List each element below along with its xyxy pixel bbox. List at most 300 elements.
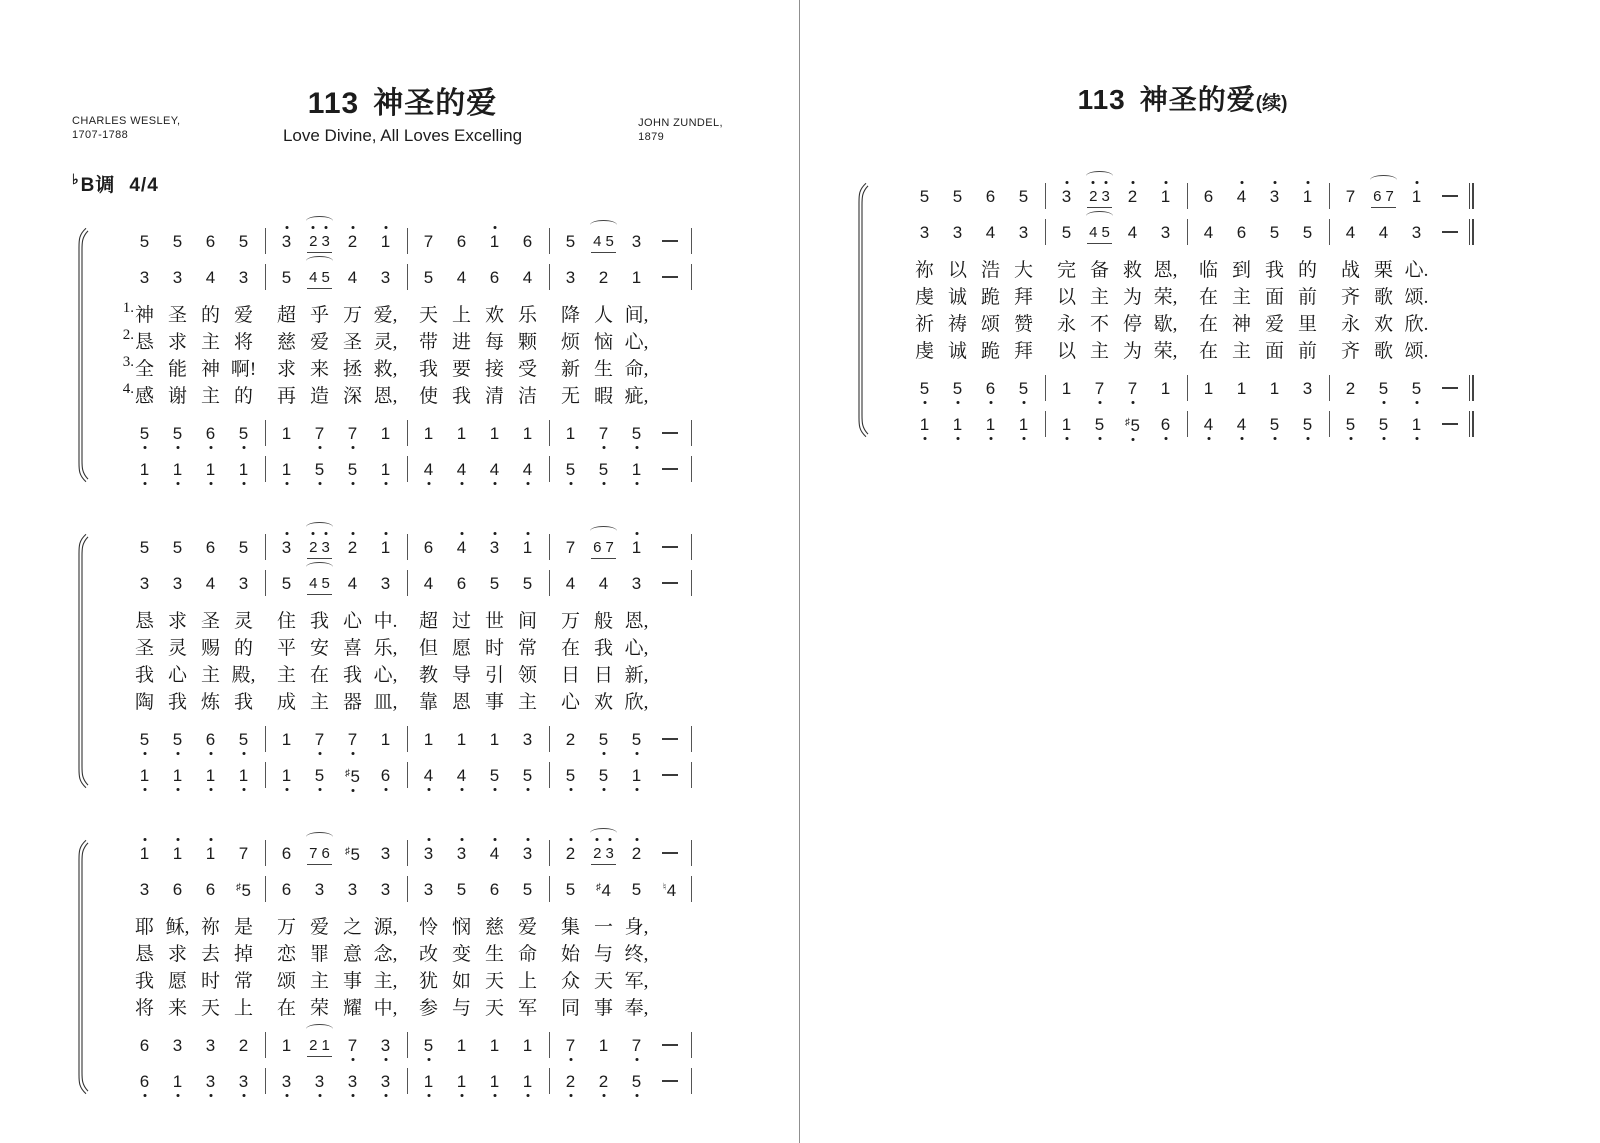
lyric-cell	[303, 606, 336, 633]
octave-dot-down	[384, 482, 387, 485]
note: 1	[1412, 188, 1421, 205]
note-cell	[478, 1073, 511, 1090]
lyric-cell	[1258, 282, 1291, 309]
lyric-syllable: 主	[276, 665, 296, 686]
octave-dot-down	[569, 788, 572, 791]
rest-cell	[653, 852, 686, 854]
lyric-cell	[974, 309, 1007, 336]
lyric-syllable: 与	[451, 998, 471, 1019]
note: 2	[593, 845, 601, 862]
lyric-syllable: 命	[517, 944, 537, 965]
note: 3	[424, 845, 433, 862]
note-cell	[194, 233, 227, 250]
note-cell	[303, 845, 336, 862]
note-cell	[412, 233, 445, 250]
note: 1	[173, 767, 182, 784]
note: 1	[140, 845, 149, 862]
music-system	[70, 835, 735, 1099]
lyric-cell	[122, 327, 161, 354]
note: 3	[381, 1037, 390, 1054]
note: 6	[206, 731, 215, 748]
note: 4	[1237, 188, 1246, 205]
lyric-cell	[941, 336, 974, 363]
lyric-syllable: 里	[1297, 314, 1317, 335]
note: 5	[1095, 416, 1104, 433]
note: 3	[238, 267, 249, 287]
note-cell	[1149, 224, 1182, 241]
note-pair	[591, 233, 616, 250]
lyric-syllable: 军	[517, 998, 537, 1019]
barline	[549, 726, 550, 752]
lyric-cell	[412, 939, 445, 966]
note-cell	[1116, 380, 1149, 397]
note-cell	[369, 425, 402, 442]
note: 5	[315, 767, 324, 784]
octave-dot-down	[1415, 437, 1418, 440]
lyric-cell	[554, 966, 587, 993]
lyric-cell	[620, 300, 653, 327]
barline-cell	[260, 726, 270, 752]
lyric-line	[128, 939, 735, 966]
note-cell	[412, 1037, 445, 1054]
barline-cell	[544, 228, 554, 254]
note-cell	[511, 425, 544, 442]
note: 1	[381, 461, 390, 478]
barline-cell	[402, 456, 412, 482]
note-cell	[587, 731, 620, 748]
lyric-cell	[620, 381, 653, 408]
octave-dot-up	[608, 838, 611, 841]
note-cell	[620, 731, 653, 748]
lyric-syllable: 乐,	[373, 638, 398, 659]
final-barline	[1469, 183, 1474, 209]
lyric-cell	[369, 633, 402, 660]
note: 2	[1089, 188, 1097, 205]
lyric-cell	[412, 381, 445, 408]
note: 7	[238, 843, 249, 863]
note-cell	[1291, 188, 1324, 205]
barline-cell	[402, 762, 412, 788]
note-cell	[445, 731, 478, 748]
lyric-cell	[1225, 255, 1258, 282]
flat-icon: ♭	[72, 170, 80, 187]
lyric-syllable: 诚	[947, 341, 967, 362]
note-cell	[227, 731, 260, 748]
note-cell	[128, 461, 161, 478]
lyric-syllable: 教	[418, 665, 438, 686]
lyric-syllable: 世	[484, 611, 504, 632]
note-cell	[1258, 416, 1291, 433]
note: 3	[523, 845, 532, 862]
note-cell	[1291, 224, 1324, 241]
note: 3	[919, 222, 930, 242]
note-cell	[369, 881, 402, 898]
lyric-cell	[587, 354, 620, 381]
note-cell	[1225, 224, 1258, 241]
octave-dot-down	[242, 482, 245, 485]
barline	[407, 840, 408, 866]
note: 7	[632, 1037, 641, 1054]
hymn-title-text: 神圣的爱	[373, 87, 498, 120]
lyric-cell	[587, 993, 620, 1020]
note-cell	[194, 845, 227, 862]
octave-dot-down	[209, 482, 212, 485]
lyric-cell	[620, 327, 653, 354]
note-cell	[303, 539, 336, 556]
lyric-syllable: 浩	[980, 260, 1000, 281]
note-cell	[369, 731, 402, 748]
note-cell	[1291, 416, 1324, 433]
note: ♯4	[596, 881, 611, 900]
lyric-cell	[554, 354, 587, 381]
note-cell	[1334, 224, 1367, 241]
lyric-syllable: 求	[276, 359, 296, 380]
note: 3	[952, 222, 963, 242]
barline	[1329, 411, 1330, 437]
note: 1	[632, 539, 641, 556]
octave-dot-up	[351, 226, 354, 229]
lyric-syllable: 歌	[1373, 341, 1393, 362]
lyric-syllable: 心,	[624, 332, 649, 353]
dash-rest	[1442, 423, 1458, 425]
note: 5	[565, 879, 576, 899]
lyric-cell	[1083, 309, 1116, 336]
note: 1	[456, 729, 467, 749]
lyric-syllable: 日	[593, 665, 613, 686]
note: 4	[1378, 222, 1389, 242]
lyric-cell	[1367, 282, 1400, 309]
lyric-cell	[270, 912, 303, 939]
lyric-syllable: 生	[484, 944, 504, 965]
lyric-cell	[1291, 282, 1324, 309]
note-cell	[511, 233, 544, 250]
lyric-cell	[1367, 255, 1400, 282]
lyric-cell	[336, 966, 369, 993]
note-cell	[1083, 380, 1116, 397]
lyric-syllable: 意	[342, 944, 362, 965]
lyric-cell	[128, 606, 161, 633]
lyric-cell	[1083, 255, 1116, 282]
note: 3	[315, 1073, 324, 1090]
lyric-syllable: 上	[451, 305, 471, 326]
note-cell	[587, 845, 620, 862]
lyric-cell	[1192, 309, 1225, 336]
note-cell	[554, 1037, 587, 1054]
note-cell	[554, 461, 587, 478]
music-line-bass	[128, 757, 735, 793]
lyric-cell	[1116, 255, 1149, 282]
lyric-syllable: 诚	[947, 287, 967, 308]
octave-dot-down	[602, 482, 605, 485]
lyric-syllable: 跪	[980, 341, 1000, 362]
lyric-cell	[369, 993, 402, 1020]
note: 6	[522, 231, 533, 251]
lyric-syllable: 引	[484, 665, 504, 686]
note-cell	[554, 233, 587, 250]
lyric-cell	[412, 354, 445, 381]
lyric-cell	[412, 606, 445, 633]
note-cell	[620, 233, 653, 250]
lyric-cell	[908, 255, 941, 282]
octave-dot-up	[324, 532, 327, 535]
note: 3	[282, 233, 291, 250]
note: 5	[1269, 222, 1280, 242]
lyric-syllable: 超	[418, 611, 438, 632]
lyric-cell	[478, 687, 511, 714]
eighth-beam	[307, 252, 332, 253]
note-cell	[445, 881, 478, 898]
lyric-line	[128, 606, 735, 633]
lyric-cell	[554, 381, 587, 408]
note: 5	[1101, 223, 1110, 241]
note: 4	[457, 461, 466, 478]
eighth-beam	[307, 288, 332, 289]
octave-dot-down	[1207, 437, 1210, 440]
lyric-syllable: 心.	[1404, 260, 1429, 281]
note-cell	[1083, 224, 1116, 241]
lyric-cell	[1050, 255, 1083, 282]
octave-dot-up	[427, 838, 430, 841]
lyric-cell	[908, 309, 941, 336]
octave-dot-up	[1164, 181, 1167, 184]
lyric-cell	[1367, 336, 1400, 363]
lyric-cell	[1400, 336, 1433, 363]
lyric-cell	[369, 606, 402, 633]
note-cell	[194, 881, 227, 898]
octave-dot-down	[989, 437, 992, 440]
lyric-syllable: 身,	[624, 917, 649, 938]
lyric-syllable: 齐	[1340, 287, 1360, 308]
note-cell	[511, 767, 544, 784]
barline-cell	[544, 264, 554, 290]
lyric-syllable: 爱	[1264, 314, 1284, 335]
barline	[691, 228, 692, 254]
lyric-cell	[1334, 336, 1367, 363]
lyric-line	[128, 993, 735, 1020]
barline	[265, 570, 266, 596]
note: 6	[139, 1035, 150, 1055]
note-pair	[307, 1037, 332, 1054]
lyric-cell	[587, 633, 620, 660]
note-cell	[445, 575, 478, 592]
barline	[1329, 375, 1330, 401]
lyric-syllable: 不	[1089, 314, 1109, 335]
lyric-cell	[412, 660, 445, 687]
slur-icon	[1086, 171, 1113, 181]
lyric-cell	[908, 336, 941, 363]
note: 1	[489, 729, 500, 749]
note-cell	[445, 767, 478, 784]
note-cell	[336, 881, 369, 898]
lyric-cell	[1192, 255, 1225, 282]
barline-cell	[260, 420, 270, 446]
lyric-cell	[511, 633, 544, 660]
music-line-alto	[908, 214, 1515, 250]
eighth-beam	[307, 1056, 332, 1057]
barline	[691, 1068, 692, 1094]
note: 1	[953, 416, 962, 433]
octave-dot-up	[460, 532, 463, 535]
note: 4	[205, 267, 216, 287]
lyric-syllable: 超	[276, 305, 296, 326]
note: 5	[522, 879, 533, 899]
system-bracket-icon	[74, 227, 89, 483]
lyric-cell	[1400, 309, 1433, 336]
note: 1	[632, 767, 641, 784]
lyric-syllable: 我	[134, 665, 154, 686]
note-cell	[303, 425, 336, 442]
music-line-tenor	[128, 415, 735, 451]
lyric-syllable: 耶	[134, 917, 154, 938]
note: ♯5	[1125, 414, 1140, 434]
lyric-cell	[270, 633, 303, 660]
note-pair	[1087, 188, 1112, 205]
octave-dot-down	[242, 788, 245, 791]
lyric-cell	[445, 633, 478, 660]
lyric-cell	[1291, 309, 1324, 336]
note-cell	[908, 416, 941, 433]
lyric-cell	[369, 966, 402, 993]
lyric-syllable: 每	[484, 332, 504, 353]
lyric-syllable: 拯	[342, 359, 362, 380]
continued-label: (续)	[1255, 93, 1288, 114]
note-cell	[303, 461, 336, 478]
note-cell	[974, 380, 1007, 397]
note: 7	[599, 425, 608, 442]
note: 5	[239, 731, 248, 748]
lyric-syllable: 怜	[418, 917, 438, 938]
sharp-icon: ♯	[596, 882, 602, 893]
octave-dot-down	[923, 437, 926, 440]
verse-number: 3.	[122, 354, 134, 370]
lyric-cell	[1334, 282, 1367, 309]
note-cell	[511, 845, 544, 862]
note-cell	[194, 425, 227, 442]
lyric-syllable: 天	[593, 971, 613, 992]
barline	[1329, 219, 1330, 245]
dash-rest	[662, 774, 678, 776]
note-cell	[194, 1073, 227, 1090]
note-cell	[1149, 416, 1182, 433]
barline-cell	[260, 840, 270, 866]
note: 1	[522, 1035, 533, 1055]
lyric-syllable: 祷	[947, 314, 967, 335]
lyric-syllable: 荣	[309, 998, 329, 1019]
lyric-syllable: 天	[484, 971, 504, 992]
note-cell	[1007, 224, 1040, 241]
lyric-cell	[336, 633, 369, 660]
note: 1	[1203, 378, 1214, 398]
lyric-cell	[336, 939, 369, 966]
lyric-syllable: 拜	[1013, 287, 1033, 308]
dash-rest	[662, 468, 678, 470]
note: 5	[321, 574, 330, 592]
note: 3	[457, 845, 466, 862]
note-cell	[369, 461, 402, 478]
lyric-line	[128, 966, 735, 993]
barline-cell	[1182, 183, 1192, 209]
note-cell	[161, 767, 194, 784]
note: 1	[490, 1073, 499, 1090]
note-cell	[511, 881, 544, 898]
note-cell	[587, 539, 620, 556]
lyric-syllable: 奉,	[624, 998, 649, 1019]
note: 5	[632, 1073, 641, 1090]
rest-cell	[653, 468, 686, 470]
barline	[549, 762, 550, 788]
barline-cell	[260, 456, 270, 482]
barline-cell	[544, 762, 554, 788]
lyric-cell	[227, 606, 260, 633]
note-cell	[554, 881, 587, 898]
lyric-syllable: 在	[1198, 287, 1218, 308]
octave-dot-down	[493, 482, 496, 485]
lyric-syllable: 祢	[200, 917, 220, 938]
octave-dot-up	[1131, 181, 1134, 184]
lyric-syllable: 我	[593, 638, 613, 659]
lyric-syllable: 中,	[373, 998, 398, 1019]
note: 1	[281, 1035, 292, 1055]
note-cell	[1367, 188, 1400, 205]
barline	[265, 840, 266, 866]
note-cell	[445, 461, 478, 478]
octave-dot-down	[209, 446, 212, 449]
note-cell	[128, 881, 161, 898]
lyric-cell	[128, 633, 161, 660]
lyric-syllable: 愿	[451, 638, 471, 659]
note: 3	[205, 1035, 216, 1055]
barline-cell	[1182, 219, 1192, 245]
system-bracket-icon	[854, 182, 869, 438]
barline-cell	[544, 726, 554, 752]
note-cell	[908, 188, 941, 205]
note: ♯5	[345, 845, 360, 864]
sharp-icon: ♯	[345, 846, 351, 857]
note-pair	[307, 845, 332, 862]
octave-dot-down	[569, 1058, 572, 1061]
lyric-syllable: 恳	[134, 944, 154, 965]
note: 5	[599, 461, 608, 478]
lyric-cell	[511, 327, 544, 354]
barline	[407, 228, 408, 254]
note: 2	[566, 1073, 575, 1090]
barline	[265, 456, 266, 482]
note: 3	[139, 573, 150, 593]
barline-cell	[1040, 411, 1050, 437]
lyric-syllable: 主	[1231, 341, 1251, 362]
lyric-syllable: 安	[309, 638, 329, 659]
note-cell	[270, 425, 303, 442]
barline-cell	[686, 762, 696, 788]
note-cell	[412, 425, 445, 442]
lyric-syllable: 主	[517, 692, 537, 713]
music-line-tenor	[908, 370, 1515, 406]
lyric-syllable: 恋	[276, 944, 296, 965]
lyric-syllable: 心	[342, 611, 362, 632]
note-cell	[227, 233, 260, 250]
lyric-syllable: 炼	[200, 692, 220, 713]
lyric-cell	[908, 282, 941, 309]
lyric-syllable: 住	[276, 611, 296, 632]
barline-cell	[402, 1068, 412, 1094]
barline-cell	[402, 534, 412, 560]
note: 7	[1128, 380, 1137, 397]
barline	[549, 1068, 550, 1094]
lyric-syllable: 天	[200, 998, 220, 1019]
lyric-syllable: 以	[1056, 287, 1076, 308]
lyric-cell	[1258, 309, 1291, 336]
lyric-syllable: 上	[517, 971, 537, 992]
